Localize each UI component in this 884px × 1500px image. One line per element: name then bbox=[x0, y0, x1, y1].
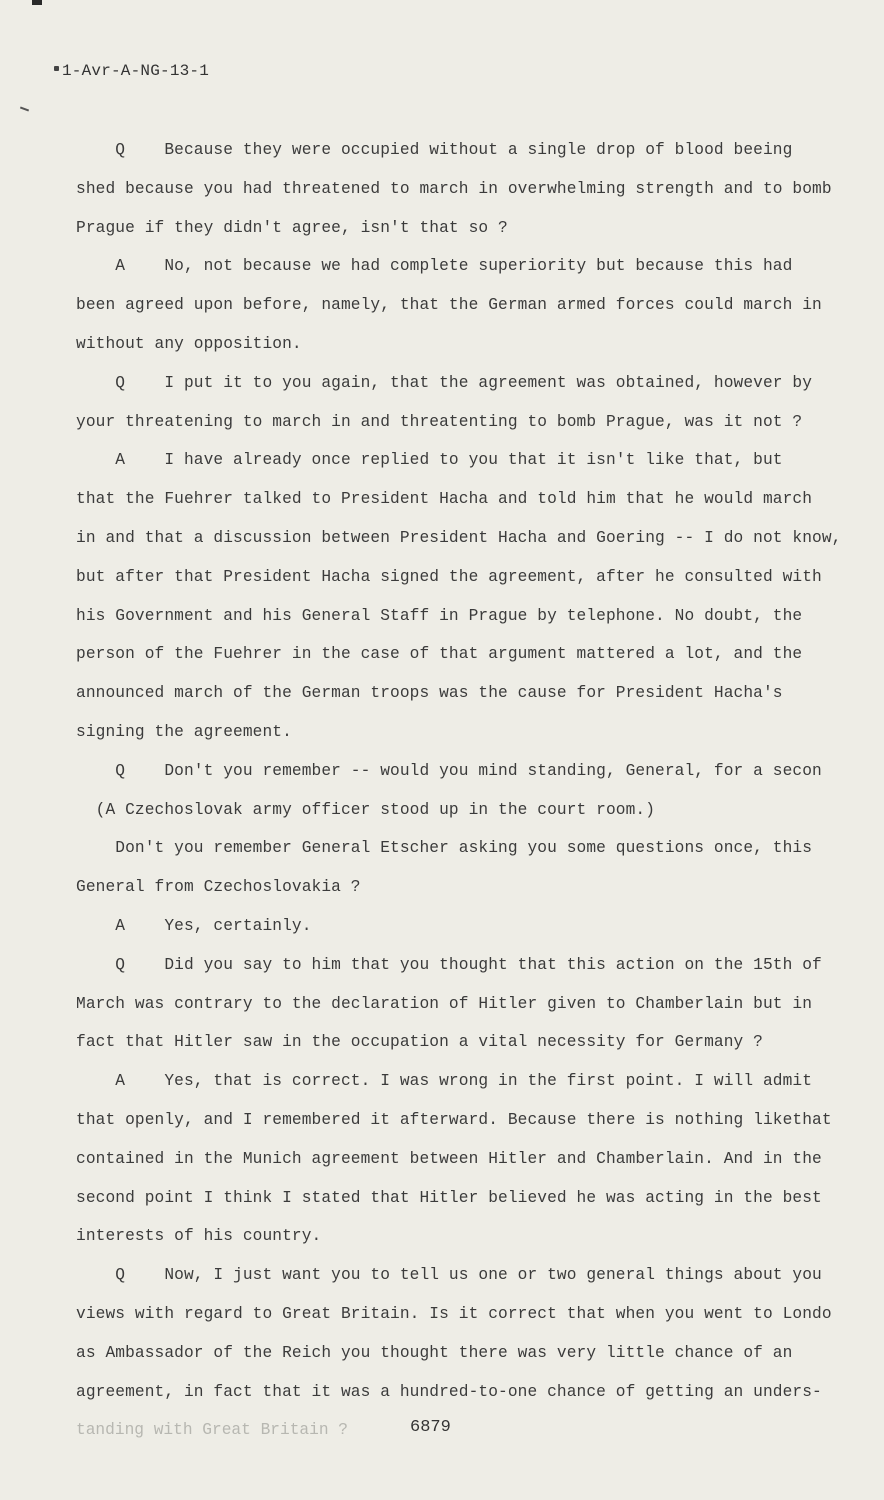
transcript-line: (A Czechoslovak army officer stood up in the court room.) bbox=[76, 801, 656, 819]
staple-mark bbox=[32, 0, 42, 5]
transcript-line: announced march of the German troops was the cause for President Hacha's bbox=[76, 684, 783, 702]
transcript-line: in and that a discussion between President Hacha and Goering -- I do not know, bbox=[76, 529, 842, 547]
transcript-line: contained in the Munich agreement between Hitler and Chamberlain. And in the bbox=[76, 1150, 822, 1168]
transcript-last-line: tanding with Great Britain ? bbox=[76, 1421, 348, 1439]
transcript-line: Q Don't you remember -- would you mind standing, General, for a secon bbox=[76, 762, 822, 780]
transcript-line: that the Fuehrer talked to President Hacha and told him that he would march bbox=[76, 490, 813, 508]
transcript-line: Q Because they were occupied without a single drop of blood beeing bbox=[76, 141, 793, 159]
transcript-line: his Government and his General Staff in Prague by telephone. No doubt, the bbox=[76, 607, 803, 625]
document-id: 1-Avr-A-NG-13-1 bbox=[62, 62, 210, 80]
transcript-line: views with regard to Great Britain. Is it correct that when you went to Londo bbox=[76, 1305, 832, 1323]
transcript-line: Don't you remember General Etscher asking you some questions once, this bbox=[76, 839, 813, 857]
transcript-line: Prague if they didn't agree, isn't that so ? bbox=[76, 219, 508, 237]
transcript-line: as Ambassador of the Reich you thought there was very little chance of an bbox=[76, 1344, 793, 1362]
transcript-line: Q Did you say to him that you thought that this action on the 15th of bbox=[76, 956, 822, 974]
transcript-line: interests of his country. bbox=[76, 1227, 322, 1245]
bullet-mark bbox=[54, 66, 59, 71]
transcript-line: person of the Fuehrer in the case of that argument mattered a lot, and the bbox=[76, 645, 803, 663]
transcript-line: been agreed upon before, namely, that the German armed forces could march in bbox=[76, 296, 822, 314]
transcript-line: shed because you had threatened to march in overwhelming strength and to bomb bbox=[76, 180, 832, 198]
transcript-line: but after that President Hacha signed the agreement, after he consulted with bbox=[76, 568, 822, 586]
transcript-line: A Yes, that is correct. I was wrong in the first point. I will admit bbox=[76, 1072, 813, 1090]
pen-mark bbox=[20, 107, 29, 112]
transcript-line: A I have already once replied to you that it isn't like that, but bbox=[76, 451, 783, 469]
transcript-line: without any opposition. bbox=[76, 335, 302, 353]
transcript-line: agreement, in fact that it was a hundred-to-one chance of getting an unders- bbox=[76, 1383, 822, 1401]
transcript-line: signing the agreement. bbox=[76, 723, 292, 741]
transcript-line: March was contrary to the declaration of Hitler given to Chamberlain but in bbox=[76, 995, 813, 1013]
transcript-line: Q Now, I just want you to tell us one or two general things about you bbox=[76, 1266, 822, 1284]
transcript-line: that openly, and I remembered it afterward. Because there is nothing likethat bbox=[76, 1111, 832, 1129]
transcript-line: fact that Hitler saw in the occupation a vital necessity for Germany ? bbox=[76, 1033, 763, 1051]
page-number: 6879 bbox=[410, 1418, 451, 1437]
transcript-line: your threatening to march in and threatenting to bomb Prague, was it not ? bbox=[76, 413, 803, 431]
transcript-line: A Yes, certainly. bbox=[76, 917, 312, 935]
transcript-line: A No, not because we had complete superiority but because this had bbox=[76, 257, 793, 275]
transcript-line: General from Czechoslovakia ? bbox=[76, 878, 361, 896]
transcript-line: Q I put it to you again, that the agreement was obtained, however by bbox=[76, 374, 813, 392]
transcript-line: second point I think I stated that Hitler believed he was acting in the best bbox=[76, 1189, 822, 1207]
